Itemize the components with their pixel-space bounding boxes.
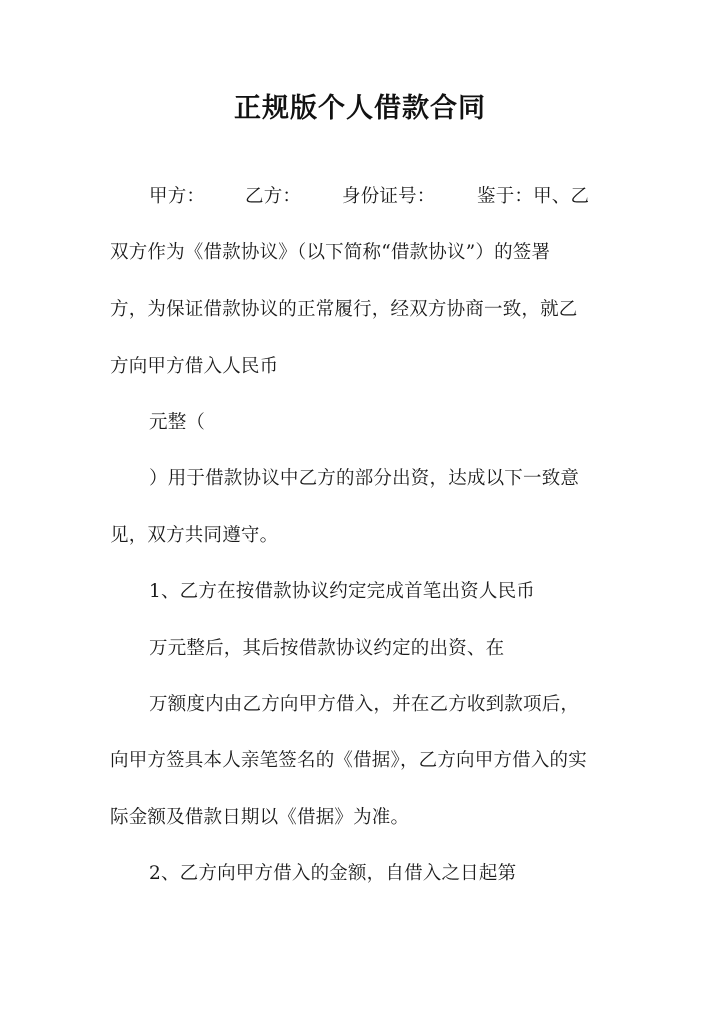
clause-1-line: 万额度内由乙方向甲方借入，并在乙方收到款项后，: [149, 694, 580, 715]
party-a-label: 甲方：: [149, 186, 206, 207]
body-line: 双方作为《借款协议》（以下简称“借款协议”）的签署: [110, 242, 551, 263]
clause-1-line: 1、乙方在按借款协议约定完成首笔出资人民币: [149, 581, 535, 602]
clause-1-line: 万元整后，其后按借款协议约定的出资、在: [149, 638, 505, 659]
id-number-label: 身份证号：: [342, 186, 436, 207]
whereas-text: 鉴于：甲、乙: [477, 186, 590, 207]
body-line: 元整（: [149, 412, 206, 433]
document-title: 正规版个人借款合同: [234, 93, 486, 124]
body-line: 见，双方共同遵守。: [110, 525, 279, 546]
clause-1-line: 向甲方签具本人亲笔签名的《借据》，乙方向甲方借入的实: [110, 750, 587, 771]
clause-2-line: 2、乙方向甲方借入的金额，自借入之日起第: [149, 863, 517, 884]
party-b-label: 乙方：: [245, 186, 302, 207]
clause-1-line: 际金额及借款日期以《借据》为准。: [110, 807, 410, 828]
body-line: 方向甲方借入人民币: [110, 356, 279, 377]
body-line: ）用于借款协议中乙方的部分出资，达成以下一致意: [149, 468, 580, 489]
body-line: 方，为保证借款协议的正常履行，经双方协商一致，就乙: [110, 299, 578, 320]
